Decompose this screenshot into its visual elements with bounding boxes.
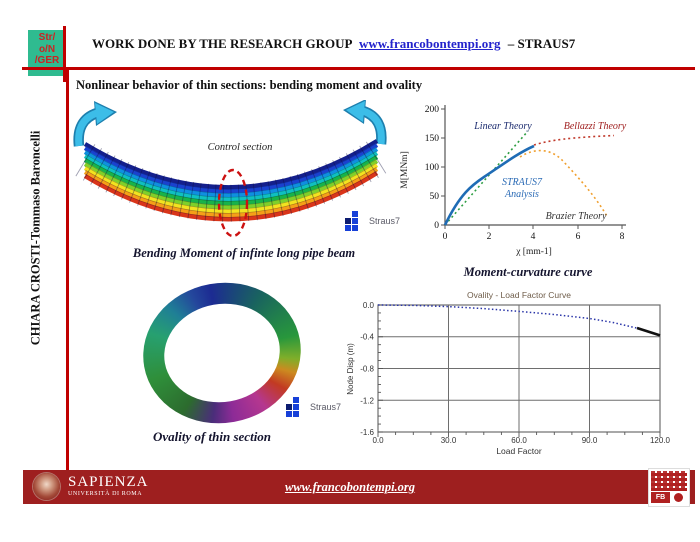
mc-xtick: 4 (530, 232, 536, 242)
logo-line: Str/ (38, 32, 56, 43)
logo-line: o/N (38, 43, 56, 55)
header-title-suffix: – STRAUS7 (507, 36, 576, 51)
straus7-icon (286, 397, 306, 417)
olf-xtick: 30.0 (440, 436, 457, 445)
fb-stamp-bottom (651, 492, 687, 503)
mc-xtick: 6 (575, 232, 581, 242)
fb-stamp-pattern (651, 471, 687, 491)
beam-figure (70, 100, 400, 265)
straus7-logo (286, 397, 341, 417)
olf-title: Ovality - Load Factor Curve (467, 290, 571, 300)
mc-ytick-labels (425, 105, 440, 231)
olf-xtick: 90.0 (581, 436, 598, 445)
mc-ytick: 100 (424, 163, 439, 173)
mc-xlabel: χ [mm-1] (516, 247, 552, 257)
olf-ytick: -0.4 (360, 332, 374, 342)
straus7-label: Straus7 (310, 402, 342, 412)
mc-xtick: 2 (486, 232, 492, 242)
olf-ytick: -1.6 (360, 428, 374, 437)
ovality-caption: Ovality of thin section (152, 429, 272, 444)
olf-ylabel: Node Disp (m) (346, 343, 355, 395)
logo-line: /GER (34, 55, 60, 66)
mc-xtick: 0 (442, 232, 448, 242)
olf-xtick: 0.0 (372, 436, 384, 445)
mc-annotation-linear: Linear Theory (474, 121, 532, 132)
sapienza-subtitle: UNIVERSITÀ DI ROMA (68, 491, 143, 497)
straus7-icon (345, 211, 365, 231)
control-section-label: Control section (207, 142, 273, 153)
mc-xtick-labels (443, 232, 625, 242)
straus7-logo (345, 211, 400, 231)
sidebar-vertical-rule (66, 70, 69, 470)
fb-stamp-logo (649, 469, 689, 506)
mc-caption: Moment-curvature curve (463, 265, 593, 279)
mc-bellazzi-curve (534, 136, 614, 146)
author-name: CHIARA CROSTI-Tommaso Baroncelli (28, 130, 43, 346)
ovality-ring (132, 270, 312, 435)
mc-annotation-straus7-line1: STRAUS7 (502, 177, 542, 188)
mc-ytick: 50 (429, 192, 439, 202)
moment-curvature-chart (398, 95, 648, 267)
fb-stamp-initials: FB (651, 492, 670, 503)
mc-xtick: 8 (619, 232, 625, 242)
straus7-label: Straus7 (369, 216, 401, 226)
mc-annotation-bellazzi: Bellazzi Theory (563, 121, 627, 132)
mc-annotation-straus7-line2: Analysis (505, 189, 539, 200)
olf-ytick: -1.2 (360, 396, 374, 406)
mc-ytick: 150 (424, 134, 439, 144)
mc-annotation-brazier: Brazier Theory (545, 211, 607, 222)
footer-link[interactable]: www.francobontempi.org (284, 480, 416, 494)
sapienza-name: SAPIENZA (68, 474, 149, 490)
fb-stamp-dot (674, 493, 683, 502)
sapienza-wordmark (68, 474, 149, 497)
header-link[interactable]: www.francobontempi.org (358, 36, 501, 51)
ovality-load-factor-chart (345, 287, 680, 459)
olf-ytick-labels (360, 301, 374, 437)
olf-ytick: -0.8 (360, 364, 374, 374)
beam-caption: Bending Moment of infinte long pipe beam (132, 246, 356, 260)
olf-xtick: 60.0 (511, 436, 527, 445)
header-title-prefix: WORK DONE BY THE RESEARCH GROUP (92, 36, 352, 51)
olf-ytick: 0.0 (362, 301, 374, 310)
mc-ylabel: M[MNm] (400, 151, 410, 189)
bending-arrow-right (343, 100, 381, 144)
olf-xlabel: Load Factor (496, 446, 542, 456)
sapienza-emblem (33, 473, 60, 500)
olf-xtick-labels (372, 436, 670, 445)
slide-subtitle: Nonlinear behavior of thin sections: bending moment and ovality (76, 78, 423, 92)
bending-arrow-left (79, 101, 117, 146)
olf-xtick: 120.0 (649, 436, 671, 445)
mc-ytick: 200 (424, 105, 439, 115)
header-horizontal-rule (22, 67, 695, 70)
header-title (92, 36, 575, 52)
mc-ytick: 0 (434, 221, 439, 231)
footer-bar (23, 470, 695, 504)
